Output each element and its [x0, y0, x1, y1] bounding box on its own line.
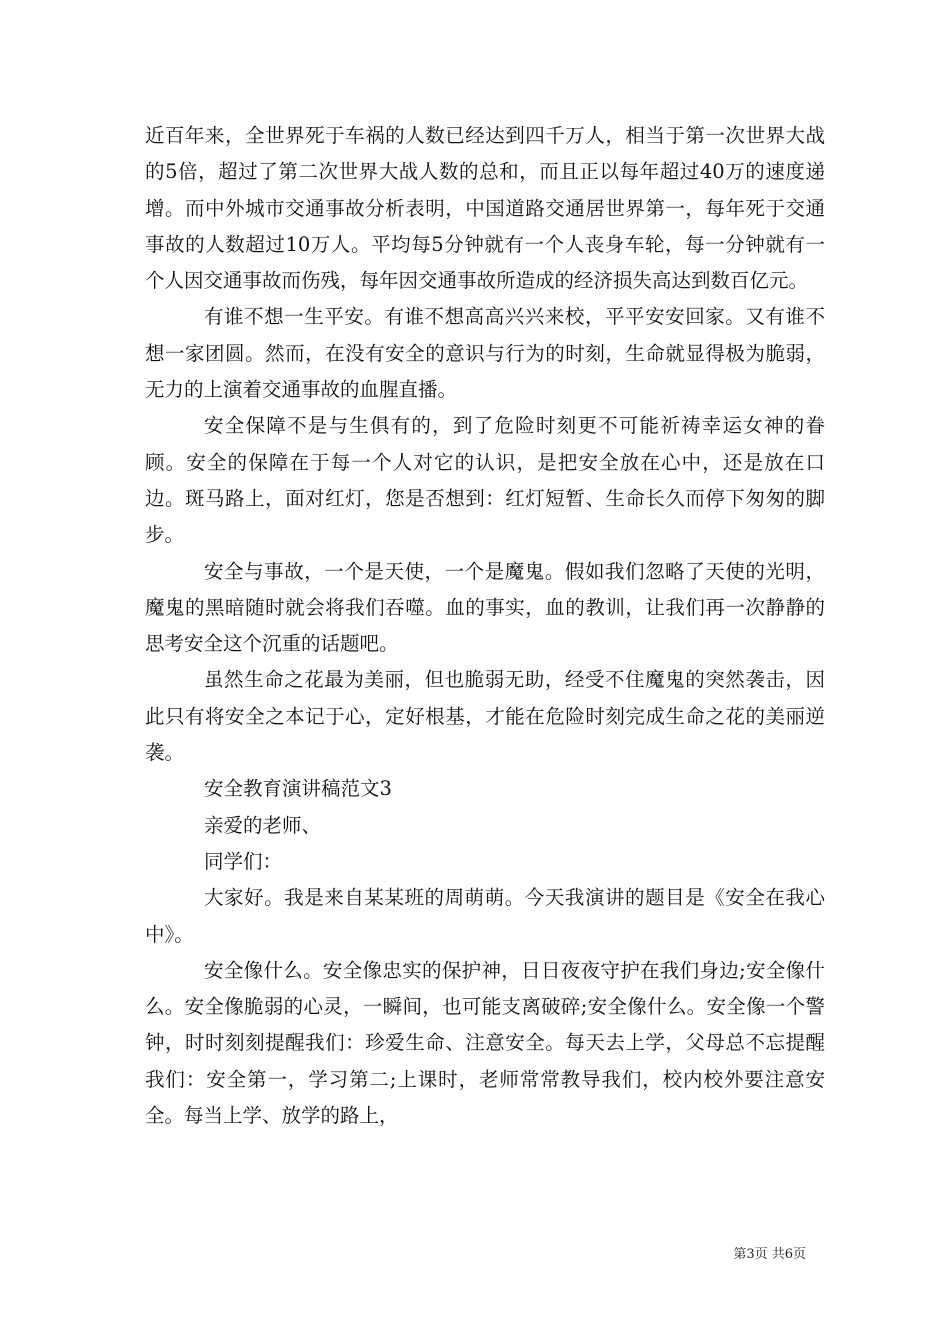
salutation-students: 同学们： [204, 849, 283, 873]
document-body [145, 118, 825, 1134]
paragraph-peace-wish: 有谁不想一生平安。有谁不想高高兴兴来校，平平安安回家。又有谁不想一家团圆。然而，在没有安全的意识与行为的时刻，生命就显得极为脆弱，无力的上演着交通事故的血腥直播。 [145, 305, 825, 402]
page-number: 第3页 共6页 [733, 1247, 806, 1262]
paragraph-greeting: 大家好。我是来自某某班的周萌萌。今天我演讲的题目是《安全在我心中》。 [145, 886, 825, 946]
paragraph-angel-devil: 安全与事故，一个是天使，一个是魔鬼。假如我们忽略了天使的光明，魔鬼的黑暗随时就会将我们吞噬。血的事实，血的教训，让我们再一次静静的思考安全这个沉重的话题吧。 [145, 559, 825, 656]
paragraph-traffic-statistics: 近百年来，全世界死于车祸的人数已经达到四千万人，相当于第一次世界大战的5倍，超过了第二次世界大战人数的总和，而且正以每年超过40万的速度递增。而中外城市交通事故分析表明，中国道路交通居世界第一，每年死于交通事故的人数超过10万人。平均每5分钟就有一个人丧身车轮，每一分钟就有一个人因交通事故而伤残，每年因交通事故所造成的经济损失高达到数百亿元。 [145, 124, 825, 293]
paragraph-safety-guarantee: 安全保障不是与生俱有的，到了危险时刻更不可能祈祷幸运女神的眷顾。安全的保障在于每一个人对它的认识，是把安全放在心中，还是放在口边。斑马路上，面对红灯，您是否想到：红灯短暂、生命长久而停下匆匆的脚步。 [145, 414, 825, 547]
section-heading-sample-3: 安全教育演讲稿范文3 [204, 777, 392, 801]
salutation-teachers: 亲爱的老师、 [204, 813, 322, 837]
paragraph-what-is-safety: 安全像什么。安全像忠实的保护神，日日夜夜守护在我们身边;安全像什么。安全像脆弱的心灵，一瞬间，也可能支离破碎;安全像什么。安全像一个警钟，时时刻刻提醒我们：珍爱生命、注意安全。每天去上学，父母总不忘提醒我们：安全第一，学习第二;上课时，老师常常教导我们，校内校外要注意安全。每当上学、放学的路上， [145, 958, 825, 1128]
paragraph-flower-of-life: 虽然生命之花最为美丽，但也脆弱无助，经受不住魔鬼的突然袭击，因此只有将安全之本记于心，定好根基，才能在危险时刻完成生命之花的美丽逆袭。 [145, 668, 825, 765]
